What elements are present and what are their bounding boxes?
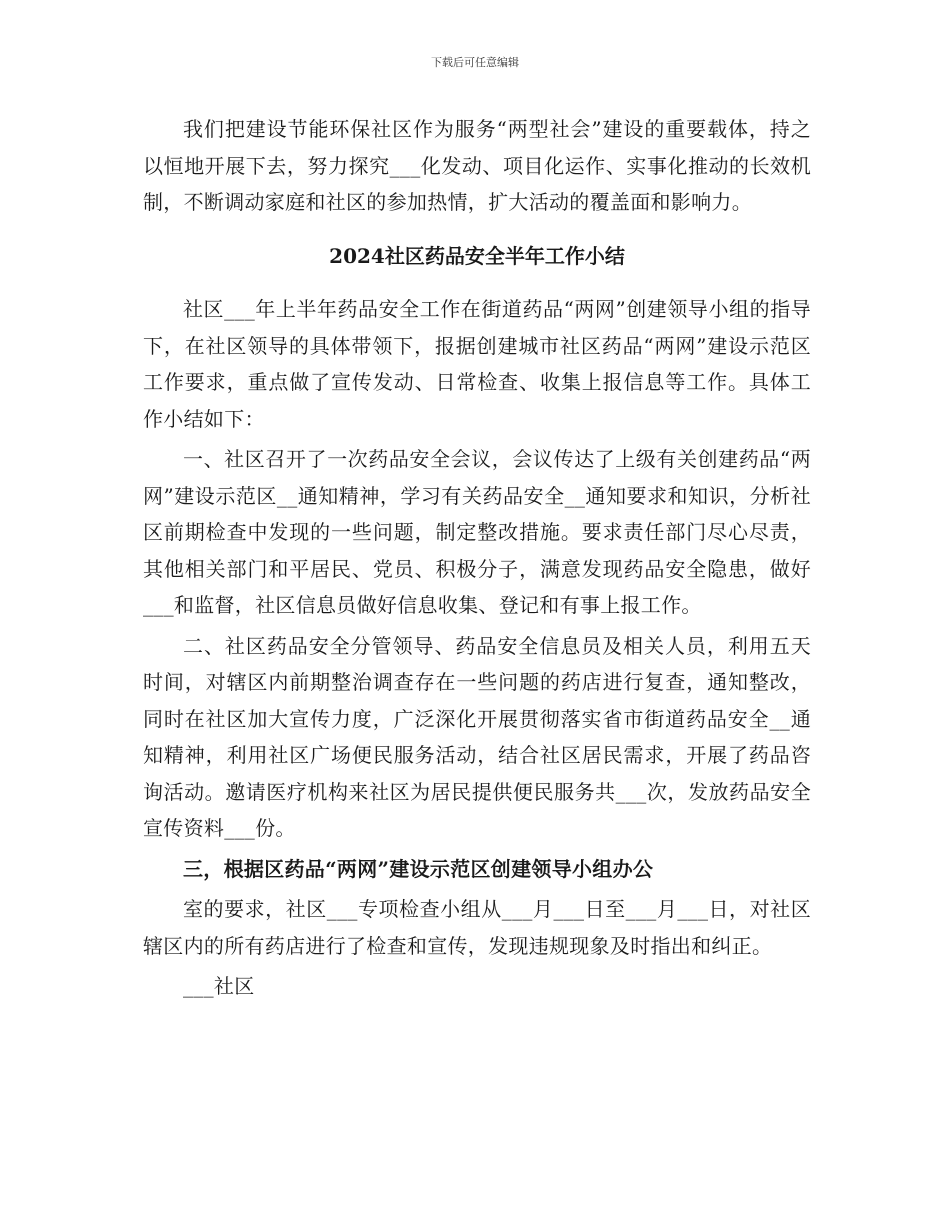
section-three-body: 室的要求，社区___专项检查小组从___月___日至___月___日，对社区辖区内的所有药店进行了检查和宣传，发现违规现象及时指出和纠正。 [143, 897, 811, 958]
signature-line: ___社区 [183, 974, 255, 998]
paragraph-overview: 社区___年上半年药品安全工作在街道药品“两网”创建领导小组的指导下，在社区领导的具体带领下，报据创建城市社区药品“两网”建设示范区工作要求，重点做了宣传发动、日常检查、收集上报信息等工作。具体工作小结如下： [143, 297, 811, 431]
section-three-heading: 三，根据区药品“两网”建设示范区创建领导小组办公 [183, 856, 654, 881]
intro-paragraph: 我们把建设节能环保社区作为服务“两型社会”建设的重要载体，持之以恒地开展下去，努力探究___化发动、项目化运作、实事化推动的长效机制，不断调动家庭和社区的参加热情，扩大活动的覆盖面和影响力。 [143, 117, 811, 214]
paragraph-section-one: 一、社区召开了一次药品安全会议，会议传达了上级有关创建药品“两网”建设示范区__通知精神，学习有关药品安全__通知要求和知识，分析社区前期检查中发现的一些问题，制定整改措施。要求责任部门尽心尽责，其他相关部门和平居民、党员、积极分子，满意发现药品安全隐患，做好___和监督，社区信息员做好信息收集、登记和有事上报工作。 [143, 447, 811, 617]
header-note: 下载后可任意编辑 [431, 56, 519, 69]
paragraph-section-two: 二、社区药品安全分管领导、药品安全信息员及相关人员，利用五天时间，对辖区内前期整治调查存在一些问题的药店进行复查，通知整改，同时在社区加大宣传力度，广泛深化开展贯彻落实省市街道药品安全__通知精神，利用社区广场便民服务活动，结合社区居民需求，开展了药品咨询活动。邀请医疗机构来社区为居民提供便民服务共___次，发放药品安全宣传资料___份。 [143, 633, 811, 840]
document-title: 2024社区药品安全半年工作小结 [329, 243, 625, 268]
document-body [143, 111, 811, 1005]
